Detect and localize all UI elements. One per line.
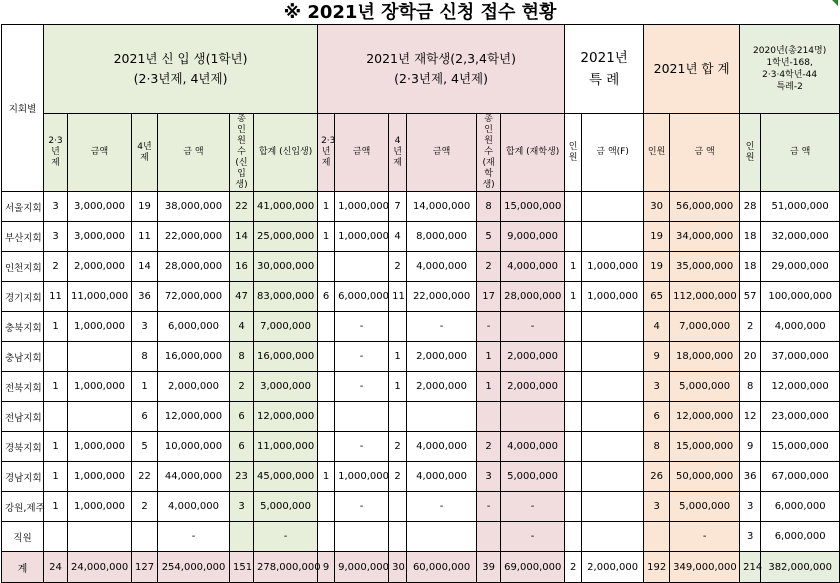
table-row <box>2 252 840 282</box>
total-n4: 127 <box>132 552 158 583</box>
cell-r4 <box>389 312 407 342</box>
cell-n-sum: 41,000,000 <box>254 192 318 222</box>
region-name: 충남지회 <box>2 342 44 372</box>
cell-s-cnt <box>565 402 582 432</box>
cell-n4: 22 <box>132 462 158 492</box>
cell-r23 <box>318 492 335 522</box>
table-row <box>2 462 840 492</box>
new-students-header-line1: 2021년 신 입 생(1학년) <box>113 51 248 66</box>
cell-n-cnt: 22 <box>230 192 254 222</box>
cell-t-cnt: 8 <box>644 432 670 462</box>
region-name: 인천지회 <box>2 252 44 282</box>
cell-r-cnt <box>477 522 501 552</box>
cell-n-sum: 16,000,000 <box>254 342 318 372</box>
cell-n-sum: 12,000,000 <box>254 402 318 432</box>
table-row <box>2 312 840 342</box>
cell-n-sum: 83,000,000 <box>254 282 318 312</box>
table-row <box>2 372 840 402</box>
total-r4-amt: 60,000,000 <box>407 552 477 583</box>
cell-s-cnt <box>565 492 582 522</box>
cell-r-sum: 2,000,000 <box>501 342 565 372</box>
cell-s-amt <box>582 222 644 252</box>
cell-r4 <box>389 522 407 552</box>
cell-r-sum: - <box>501 522 565 552</box>
year-2020-header-line2: 1학년-168, <box>766 58 813 68</box>
cell-r4 <box>389 402 407 432</box>
cell-n4: 1 <box>132 372 158 402</box>
cell-n-sum: 5,000,000 <box>254 492 318 522</box>
cell-n23-amt <box>68 402 132 432</box>
cell-t-cnt: 4 <box>644 312 670 342</box>
cell-p-cnt: 28 <box>740 192 761 222</box>
cell-r-sum: - <box>501 312 565 342</box>
cell-n-sum: 30,000,000 <box>254 252 318 282</box>
total-r4: 30 <box>389 552 407 583</box>
cell-n23-amt: 1,000,000 <box>68 372 132 402</box>
cell-r23-amt <box>335 522 389 552</box>
special-header-line2: 특 례 <box>588 72 620 88</box>
cell-p-cnt: 3 <box>740 522 761 552</box>
cell-r4: 2 <box>389 432 407 462</box>
cell-p-cnt: 18 <box>740 252 761 282</box>
new-subheader-4: 총인 원수 (신입 생) <box>230 114 254 192</box>
cell-p-cnt: 8 <box>740 372 761 402</box>
cell-r4: 1 <box>389 372 407 402</box>
region-name: 직원 <box>2 522 44 552</box>
cell-r-cnt: 5 <box>477 222 501 252</box>
cell-n4: 14 <box>132 252 158 282</box>
cell-r4 <box>389 492 407 522</box>
cell-s-amt <box>582 432 644 462</box>
cell-n4: 36 <box>132 282 158 312</box>
cell-n-cnt: 6 <box>230 402 254 432</box>
cell-n23: 1 <box>44 432 68 462</box>
cell-r4-amt: - <box>407 492 477 522</box>
cell-n23: 2 <box>44 252 68 282</box>
cell-n23-amt: 1,000,000 <box>68 492 132 522</box>
cell-n23-amt: 2,000,000 <box>68 252 132 282</box>
cell-r4: 1 <box>389 342 407 372</box>
cell-r23-amt: 1,000,000 <box>335 192 389 222</box>
year-2020-header-line1: 2020년(총214명) <box>753 46 827 56</box>
cell-r23-amt: 1,000,000 <box>335 462 389 492</box>
cell-r4-amt: - <box>407 312 477 342</box>
cell-n4-amt: 12,000,000 <box>158 402 230 432</box>
total-subheader-0: 인원 <box>644 114 670 192</box>
cell-n-sum: 7,000,000 <box>254 312 318 342</box>
cell-n-sum: 45,000,000 <box>254 462 318 492</box>
cell-r23-amt: - <box>335 432 389 462</box>
cell-n23: 11 <box>44 282 68 312</box>
table-row <box>2 432 840 462</box>
cell-n4: 11 <box>132 222 158 252</box>
cell-n23 <box>44 402 68 432</box>
cell-r23: 1 <box>318 192 335 222</box>
table-row <box>2 282 840 312</box>
cell-n-sum: 3,000,000 <box>254 372 318 402</box>
cell-n23-amt <box>68 522 132 552</box>
cell-n-cnt: 16 <box>230 252 254 282</box>
cell-t-cnt: 26 <box>644 462 670 492</box>
total-t-amt: 349,000,000 <box>670 552 740 583</box>
cell-r-sum: 2,000,000 <box>501 372 565 402</box>
cell-n-sum: - <box>254 522 318 552</box>
cell-r4: 11 <box>389 282 407 312</box>
cell-s-cnt <box>565 522 582 552</box>
cell-t-cnt: 9 <box>644 342 670 372</box>
cell-n4-amt: 4,000,000 <box>158 492 230 522</box>
cell-n23: 1 <box>44 372 68 402</box>
cell-r4-amt: 22,000,000 <box>407 282 477 312</box>
cell-n4-amt: 44,000,000 <box>158 462 230 492</box>
cell-n4-amt: 6,000,000 <box>158 312 230 342</box>
cell-n23: 3 <box>44 222 68 252</box>
cell-p-cnt: 57 <box>740 282 761 312</box>
returning-students-header-line1: 2021년 재학생(2,3,4학년) <box>366 51 516 66</box>
region-column-header: 지회별 <box>2 25 44 192</box>
cell-n23-amt <box>68 342 132 372</box>
cell-r-cnt: 2 <box>477 252 501 282</box>
total-t-cnt: 192 <box>644 552 670 583</box>
total-n23-amt: 24,000,000 <box>68 552 132 583</box>
cell-r4-amt: 14,000,000 <box>407 192 477 222</box>
cell-r-sum <box>501 402 565 432</box>
cell-s-cnt <box>565 432 582 462</box>
cell-n4: 2 <box>132 492 158 522</box>
cell-p-amt: 6,000,000 <box>761 522 840 552</box>
cell-s-amt <box>582 192 644 222</box>
cell-r4-amt: 2,000,000 <box>407 372 477 402</box>
cell-r23 <box>318 342 335 372</box>
cell-t-cnt: 19 <box>644 252 670 282</box>
cell-n4-amt: 38,000,000 <box>158 192 230 222</box>
cell-t-cnt: 3 <box>644 372 670 402</box>
cell-s-cnt: 1 <box>565 282 582 312</box>
cell-s-amt: 1,000,000 <box>582 282 644 312</box>
cell-n4: 5 <box>132 432 158 462</box>
cell-n-cnt: 23 <box>230 462 254 492</box>
cell-r23-amt: 6,000,000 <box>335 282 389 312</box>
cell-p-cnt: 20 <box>740 342 761 372</box>
table-row <box>2 222 840 252</box>
cell-n4: 8 <box>132 342 158 372</box>
cell-s-amt <box>582 342 644 372</box>
total-r-sum: 69,000,000 <box>501 552 565 583</box>
new-subheader-1: 금액 <box>68 114 132 192</box>
total-subheader-1: 금 액 <box>670 114 740 192</box>
cell-r-cnt: 1 <box>477 372 501 402</box>
cell-r23-amt <box>335 402 389 432</box>
region-name: 충북지회 <box>2 312 44 342</box>
cell-r-cnt: - <box>477 312 501 342</box>
total-r23: 9 <box>318 552 335 583</box>
subheader-row <box>2 114 840 192</box>
cell-s-amt <box>582 522 644 552</box>
cell-r23: 1 <box>318 222 335 252</box>
cell-r-sum: - <box>501 492 565 522</box>
cell-t-cnt: 19 <box>644 222 670 252</box>
cell-n23-amt: 1,000,000 <box>68 462 132 492</box>
y2020-subheader-1: 금 액 <box>761 114 840 192</box>
ret-subheader-4: 총인 원수 (재학 생) <box>477 114 501 192</box>
cell-s-amt <box>582 372 644 402</box>
cell-r-sum: 4,000,000 <box>501 252 565 282</box>
new-students-group-header <box>44 25 318 114</box>
cell-r4-amt: 8,000,000 <box>407 222 477 252</box>
cell-p-cnt: 9 <box>740 432 761 462</box>
cell-p-amt: 29,000,000 <box>761 252 840 282</box>
total-row <box>2 552 840 583</box>
cell-s-amt <box>582 312 644 342</box>
total-p-cnt: 214 <box>740 552 761 583</box>
region-name: 서울지회 <box>2 192 44 222</box>
new-subheader-0: 2·3 년제 <box>44 114 68 192</box>
ret-subheader-2: 4년 제 <box>389 114 407 192</box>
cell-r23-amt: - <box>335 312 389 342</box>
cell-n4-amt: 72,000,000 <box>158 282 230 312</box>
cell-t-amt: 7,000,000 <box>670 312 740 342</box>
cell-n23: 1 <box>44 312 68 342</box>
total-r23-amt: 9,000,000 <box>335 552 389 583</box>
cell-r4: 4 <box>389 222 407 252</box>
cell-r23 <box>318 252 335 282</box>
cell-p-amt: 32,000,000 <box>761 222 840 252</box>
cell-n4-amt: 16,000,000 <box>158 342 230 372</box>
cell-r4: 2 <box>389 252 407 282</box>
cell-r-sum: 9,000,000 <box>501 222 565 252</box>
cell-t-amt: 12,000,000 <box>670 402 740 432</box>
cell-n4-amt: 10,000,000 <box>158 432 230 462</box>
cell-r-sum: 4,000,000 <box>501 432 565 462</box>
region-name: 경북지회 <box>2 432 44 462</box>
cell-r-cnt: 17 <box>477 282 501 312</box>
cell-t-cnt: 6 <box>644 402 670 432</box>
cell-p-amt: 4,000,000 <box>761 312 840 342</box>
cell-n-cnt: 4 <box>230 312 254 342</box>
total-label: 계 <box>2 552 44 583</box>
cell-r-cnt: 1 <box>477 342 501 372</box>
region-name: 강원,제주 <box>2 492 44 522</box>
cell-n-cnt: 2 <box>230 372 254 402</box>
cell-t-cnt: 65 <box>644 282 670 312</box>
table-row <box>2 492 840 522</box>
cell-n23-amt: 3,000,000 <box>68 192 132 222</box>
cell-n-sum: 25,000,000 <box>254 222 318 252</box>
cell-r4-amt <box>407 522 477 552</box>
cell-n4: 19 <box>132 192 158 222</box>
new-subheader-2: 4년제 <box>132 114 158 192</box>
cell-r-cnt <box>477 402 501 432</box>
cell-t-amt: 15,000,000 <box>670 432 740 462</box>
cell-n23 <box>44 522 68 552</box>
cell-r-cnt: 3 <box>477 462 501 492</box>
cell-s-amt <box>582 492 644 522</box>
cell-r4-amt: 4,000,000 <box>407 462 477 492</box>
cell-n4: 6 <box>132 402 158 432</box>
cell-n23: 1 <box>44 492 68 522</box>
cell-p-cnt: 2 <box>740 312 761 342</box>
special-group-header <box>565 25 644 114</box>
cell-r4: 2 <box>389 462 407 492</box>
cell-n23-amt: 11,000,000 <box>68 282 132 312</box>
cell-n-cnt: 6 <box>230 432 254 462</box>
cell-n23-amt: 1,000,000 <box>68 432 132 462</box>
cell-r23 <box>318 432 335 462</box>
cell-p-cnt: 3 <box>740 492 761 522</box>
cell-t-cnt <box>644 522 670 552</box>
cell-s-amt: 1,000,000 <box>582 252 644 282</box>
cell-r4-amt: 4,000,000 <box>407 432 477 462</box>
cell-n23-amt: 1,000,000 <box>68 312 132 342</box>
cell-r23 <box>318 312 335 342</box>
cell-n23-amt: 3,000,000 <box>68 222 132 252</box>
cell-n-cnt <box>230 522 254 552</box>
cell-s-amt <box>582 462 644 492</box>
cell-s-cnt <box>565 462 582 492</box>
cell-comment-marker <box>832 0 838 6</box>
cell-n4-amt: 22,000,000 <box>158 222 230 252</box>
cell-n-cnt: 14 <box>230 222 254 252</box>
ret-subheader-1: 금액 <box>335 114 389 192</box>
table-row <box>2 342 840 372</box>
page-title: ※ 2021년 장학금 신청 접수 현황 <box>283 2 557 23</box>
region-name: 전남지회 <box>2 402 44 432</box>
cell-r4-amt: 4,000,000 <box>407 252 477 282</box>
cell-n4-amt: 2,000,000 <box>158 372 230 402</box>
total-s-amt: 2,000,000 <box>582 552 644 583</box>
total-n-sum: 278,000,000 <box>254 552 318 583</box>
cell-n23 <box>44 342 68 372</box>
cell-s-cnt <box>565 192 582 222</box>
cell-r23-amt: - <box>335 372 389 402</box>
cell-r-cnt: 2 <box>477 432 501 462</box>
year-2020-header-line4: 특례-2 <box>776 82 803 92</box>
returning-students-header-line2: (2·3년제, 4년제) <box>394 71 489 86</box>
cell-r4-amt <box>407 402 477 432</box>
cell-r-cnt: - <box>477 492 501 522</box>
total-p-amt: 382,000,000 <box>761 552 840 583</box>
total-s-cnt: 2 <box>565 552 582 583</box>
new-subheader-3: 금 액 <box>158 114 230 192</box>
special-subheader-0: 인 원 <box>565 114 582 192</box>
cell-t-amt: 112,000,000 <box>670 282 740 312</box>
cell-p-cnt: 36 <box>740 462 761 492</box>
special-subheader-1: 금 액(F) <box>582 114 644 192</box>
cell-t-amt: 34,000,000 <box>670 222 740 252</box>
cell-r23-amt: - <box>335 342 389 372</box>
ret-subheader-3: 금액 <box>407 114 477 192</box>
cell-n-cnt: 47 <box>230 282 254 312</box>
cell-p-amt: 15,000,000 <box>761 432 840 462</box>
cell-s-cnt <box>565 372 582 402</box>
cell-n4 <box>132 522 158 552</box>
cell-r4-amt: 2,000,000 <box>407 342 477 372</box>
cell-r23: 6 <box>318 282 335 312</box>
total-n-cnt: 151 <box>230 552 254 583</box>
cell-r-sum: 15,000,000 <box>501 192 565 222</box>
cell-s-amt <box>582 402 644 432</box>
year-2020-header-line3: 2·3·4학년-44 <box>762 70 818 80</box>
year-2020-group-header <box>740 25 840 114</box>
cell-r23: 1 <box>318 462 335 492</box>
cell-p-amt: 23,000,000 <box>761 402 840 432</box>
region-name: 부산지회 <box>2 222 44 252</box>
cell-r23-amt: 1,000,000 <box>335 222 389 252</box>
cell-n-cnt: 8 <box>230 342 254 372</box>
total-n4-amt: 254,000,000 <box>158 552 230 583</box>
special-header-line1: 2021년 <box>580 50 628 66</box>
region-name: 전북지회 <box>2 372 44 402</box>
cell-r-sum: 5,000,000 <box>501 462 565 492</box>
table-row <box>2 192 840 222</box>
total-2021-group-header: 2021년 합 계 <box>644 25 740 114</box>
cell-r-sum: 28,000,000 <box>501 282 565 312</box>
cell-n4-amt: 28,000,000 <box>158 252 230 282</box>
cell-t-cnt: 30 <box>644 192 670 222</box>
cell-s-cnt: 1 <box>565 252 582 282</box>
ret-subheader-5: 합계 (재학생) <box>501 114 565 192</box>
cell-t-amt: 5,000,000 <box>670 372 740 402</box>
cell-t-amt: 18,000,000 <box>670 342 740 372</box>
cell-p-amt: 6,000,000 <box>761 492 840 522</box>
cell-t-amt: 5,000,000 <box>670 492 740 522</box>
cell-n23: 3 <box>44 192 68 222</box>
region-name: 경남지회 <box>2 462 44 492</box>
cell-p-amt: 51,000,000 <box>761 192 840 222</box>
cell-t-amt: - <box>670 522 740 552</box>
returning-students-group-header <box>318 25 565 114</box>
new-students-header-line2: (2·3년제, 4년제) <box>133 71 228 86</box>
cell-p-amt: 37,000,000 <box>761 342 840 372</box>
cell-p-cnt: 12 <box>740 402 761 432</box>
scholarship-table <box>1 24 840 583</box>
total-r-cnt: 39 <box>477 552 501 583</box>
cell-r23 <box>318 402 335 432</box>
total-n23: 24 <box>44 552 68 583</box>
cell-p-amt: 12,000,000 <box>761 372 840 402</box>
cell-t-amt: 35,000,000 <box>670 252 740 282</box>
cell-r23 <box>318 372 335 402</box>
cell-p-amt: 67,000,000 <box>761 462 840 492</box>
region-name: 경기지회 <box>2 282 44 312</box>
cell-t-cnt: 3 <box>644 492 670 522</box>
cell-r23-amt: - <box>335 492 389 522</box>
cell-r4: 7 <box>389 192 407 222</box>
cell-r-cnt: 8 <box>477 192 501 222</box>
cell-n4-amt: - <box>158 522 230 552</box>
cell-n23: 1 <box>44 462 68 492</box>
cell-n-sum: 11,000,000 <box>254 432 318 462</box>
new-subheader-5: 합계 (신입생) <box>254 114 318 192</box>
ret-subheader-0: 2·3 년 제 <box>318 114 335 192</box>
cell-p-cnt: 18 <box>740 222 761 252</box>
cell-s-cnt <box>565 222 582 252</box>
cell-n4: 3 <box>132 312 158 342</box>
y2020-subheader-0: 인원 <box>740 114 761 192</box>
cell-s-cnt <box>565 342 582 372</box>
cell-r23-amt <box>335 252 389 282</box>
cell-n-cnt: 3 <box>230 492 254 522</box>
cell-t-amt: 50,000,000 <box>670 462 740 492</box>
cell-s-cnt <box>565 312 582 342</box>
cell-p-amt: 100,000,000 <box>761 282 840 312</box>
table-row <box>2 522 840 552</box>
cell-r23 <box>318 522 335 552</box>
table-row <box>2 402 840 432</box>
cell-t-amt: 56,000,000 <box>670 192 740 222</box>
